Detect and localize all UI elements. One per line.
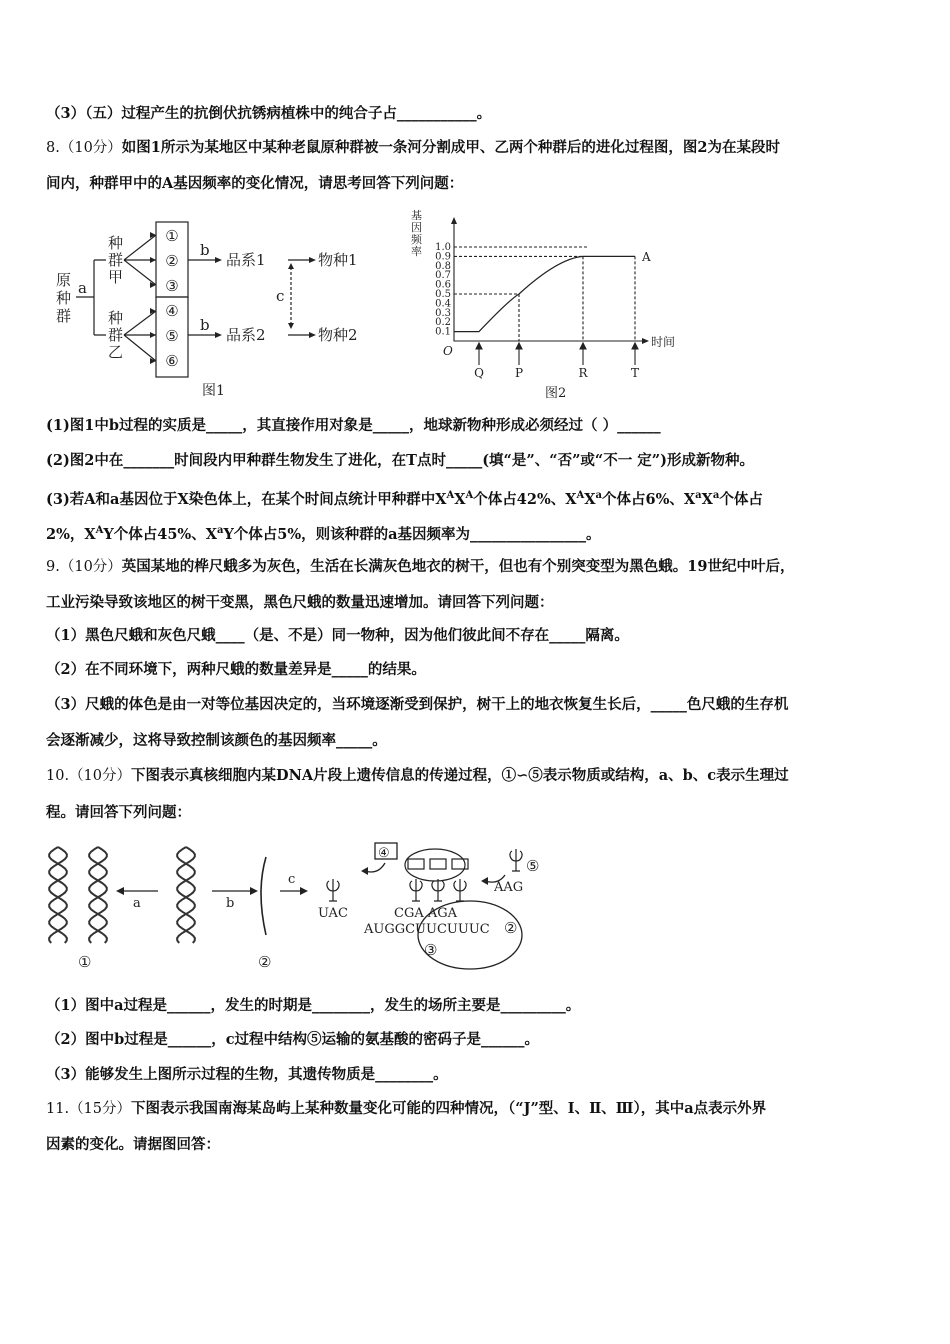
fig2-ytick-9: 0.1 — [435, 326, 451, 338]
fig1-source-char-1: 原 — [56, 271, 72, 289]
q10-fig-circle4: ④ — [378, 846, 390, 861]
fig2-tick-T: T — [630, 366, 640, 380]
trna-left-icon — [327, 879, 339, 901]
dna-helix-2-strand-0 — [89, 847, 107, 943]
fig1-label-b1: b — [200, 241, 210, 259]
q9-question2: （2）在不同环境下，两种尺蛾的数量差异是_____的结果。 — [46, 661, 426, 678]
fig1-species1: 物种1 — [318, 251, 358, 269]
q8-question1: (1)图1中b过程的实质是_____，其直接作用对象是_____，地球新物种形成必须经过（ ）______ — [46, 417, 661, 434]
fig2-curve-label: A — [642, 250, 651, 264]
q7-part3: （3）（五）过程产生的抗倒伏抗锈病植株中的纯合子占___________。 — [46, 105, 492, 122]
q10-fig-label-b: b — [226, 896, 235, 911]
fig2-origin: O — [443, 344, 453, 358]
q9-question3-line1: （3）尺蛾的体色是由一对等位基因决定的，当环境逐渐受到保护，树干上的地衣恢复生长后，_____色尺蛾的生存机 — [46, 696, 789, 713]
fig1-strain1: 品系1 — [226, 251, 266, 269]
fig2-xarrowhead-0 — [476, 343, 482, 349]
q10-fig-anticodon-left: UAC — [318, 906, 348, 921]
fig2-tick-P: P — [514, 366, 524, 380]
q10-fig-circle5: ⑤ — [526, 857, 540, 875]
q10-fig-label-a: a — [133, 896, 141, 911]
fig1-label-a: a — [78, 279, 87, 297]
q10-fig-circle1: ① — [78, 953, 92, 971]
fig1-circle-3: ③ — [165, 277, 179, 295]
q8-figure2 — [405, 205, 695, 405]
q11-intro-line2: 因素的变化。请据图回答： — [46, 1136, 220, 1153]
fig1-source-char-3: 群 — [56, 307, 72, 325]
dna-helix-2-strand-1 — [89, 847, 107, 943]
fig2-ytick-8: 0.2 — [435, 317, 451, 329]
trna-mid2-icon — [432, 879, 444, 901]
fig1-pop-yi-1: 种 — [108, 309, 124, 327]
q10-fig-circle2b: ② — [504, 919, 518, 937]
q9-question3-line2: 会逐渐减少，这将导致控制该颜色的基因频率_____。 — [46, 732, 387, 749]
fig1-source-char-2: 种 — [56, 289, 72, 307]
q9-question1: （1）黑色尺蛾和灰色尺蛾____（是、不是）同一物种，因为他们彼此间不存在_____隔离。 — [46, 627, 629, 644]
q8-question3-line1: (3)若A和a基因位于X染色体上，在某个时间点统计甲种群中$X^AX^A$个体占42%、$X^AX^a$个体占6%、$X^aX^a$个体占 — [46, 490, 763, 508]
fig2-xarrowhead-1 — [516, 343, 522, 349]
fig1-species2: 物种2 — [318, 326, 358, 344]
q10-question1: （1）图中a过程是______，发生的时期是________，发生的场所主要是_________。 — [46, 997, 581, 1014]
fig2-ytick-0: 1.0 — [435, 242, 451, 253]
q10-intro-line2: 程。请回答下列问题： — [46, 804, 191, 821]
fig2-xlabel: 时间 — [651, 335, 676, 349]
fig1-pop-yi-3: 乙 — [108, 343, 124, 361]
fig1-circle-6: ⑥ — [165, 352, 179, 370]
fig2-caption: 图2 — [545, 386, 567, 401]
fig2-ytick-4: 0.6 — [435, 279, 451, 291]
fig2-ytick-7: 0.3 — [435, 307, 451, 319]
fig1-circle-5: ⑤ — [165, 327, 179, 345]
fig2-ytick-5: 0.5 — [435, 289, 451, 300]
fig2-ytick-3: 0.7 — [435, 270, 451, 282]
q10-fig-anticodon-right: AAG — [494, 880, 524, 895]
q10-question2: （2）图中b过程是______，c过程中结构⑤运输的氨基酸的密码子是______。 — [46, 1031, 540, 1048]
fig1-circle-4: ④ — [165, 302, 179, 320]
q10-question3: （3）能够发生上图所示过程的生物，其遗传物质是________。 — [46, 1066, 448, 1083]
fig1-circle-1: ① — [165, 227, 179, 245]
fig2-ylabel-2: 因 — [411, 221, 422, 234]
fig1-circle-2: ② — [165, 252, 179, 270]
fig2-ytick-6: 0.4 — [435, 298, 451, 310]
q9-intro-line1: 9.（10分）英国某地的桦尺蛾多为灰色，生活在长满灰色地衣的树干，但也有个别突变型为黑色蛾。19世纪中叶后， — [46, 558, 795, 575]
q11-intro-line1: 11.（15分）下图表示我国南海某岛屿上某种数量变化可能的四种情况，（“J”型、Ⅰ、Ⅱ、Ⅲ），其中a点表示外界 — [46, 1100, 767, 1117]
q10-fig-anticodons-mid: CGA AGA — [394, 906, 458, 921]
q8-question3-line2: 2%，$X^AY$个体占45%、$X^aY$个体占5%，则该种群的a基因频率为________________。 — [46, 525, 601, 543]
fig2-ylabel-3: 频 — [411, 233, 422, 246]
dna-helix-1-strand-0 — [49, 847, 67, 943]
fig2-ytick-1: 0.9 — [435, 251, 451, 263]
dna-helix-1-strand-1 — [49, 847, 67, 943]
fig2-ylabel-4: 率 — [411, 245, 422, 258]
fig1-pop-jia-3: 甲 — [108, 268, 124, 286]
fig2-ylabel-1: 基 — [411, 209, 422, 222]
q10-figure — [40, 835, 560, 975]
q8-figure1 — [50, 215, 380, 405]
fig2-tick-Q: Q — [474, 366, 484, 380]
fig2-xarrowhead-3 — [632, 343, 638, 349]
trna-mid3-icon — [454, 879, 466, 901]
q8-intro-line2: 间内，种群甲中的A基因频率的变化情况，请思考回答下列问题： — [46, 175, 464, 192]
dna-helix-3-strand-0 — [177, 847, 195, 943]
fig1-label-c: c — [276, 287, 285, 305]
q10-fig-circle3: ③ — [424, 941, 438, 959]
q8-question2: (2)图2中在_______时间段内甲种群生物发生了进化，在T点时_____(填“是”、“否”或“不一 定”)形成新物种。 — [46, 452, 754, 469]
fig2-xarrowhead-2 — [580, 343, 586, 349]
q8-intro-line1: 8.（10分）如图1所示为某地区中某种老鼠原种群被一条河分割成甲、乙两个种群后的进化过程图，图2为在某段时 — [46, 139, 780, 156]
fig1-strain2: 品系2 — [226, 326, 266, 344]
fig2-tick-R: R — [578, 366, 588, 380]
fig1-pop-jia-2: 群 — [108, 251, 124, 269]
fig1-label-b2: b — [200, 316, 210, 334]
q10-fig-circle2: ② — [258, 953, 272, 971]
q9-intro-line2: 工业污染导致该地区的树干变黑，黑色尺蛾的数量迅速增加。请回答下列问题： — [46, 594, 554, 611]
q10-fig-mrna: AUGGCUUCUUUC — [364, 922, 490, 937]
dna-helix-3-strand-1 — [177, 847, 195, 943]
q10-fig-label-c: c — [288, 872, 296, 887]
fig1-caption: 图1 — [202, 383, 225, 399]
trna-mid1-icon — [410, 879, 422, 901]
trna-right-icon — [510, 849, 522, 871]
fig1-pop-jia-1: 种 — [108, 234, 124, 252]
fig1-pop-yi-2: 群 — [108, 326, 124, 344]
q10-intro-line1: 10.（10分）下图表示真核细胞内某DNA片段上遗传信息的传递过程，①∽⑤表示物质或结构，a、b、c表示生理过 — [46, 767, 789, 784]
fig2-ytick-2: 0.8 — [435, 260, 451, 272]
